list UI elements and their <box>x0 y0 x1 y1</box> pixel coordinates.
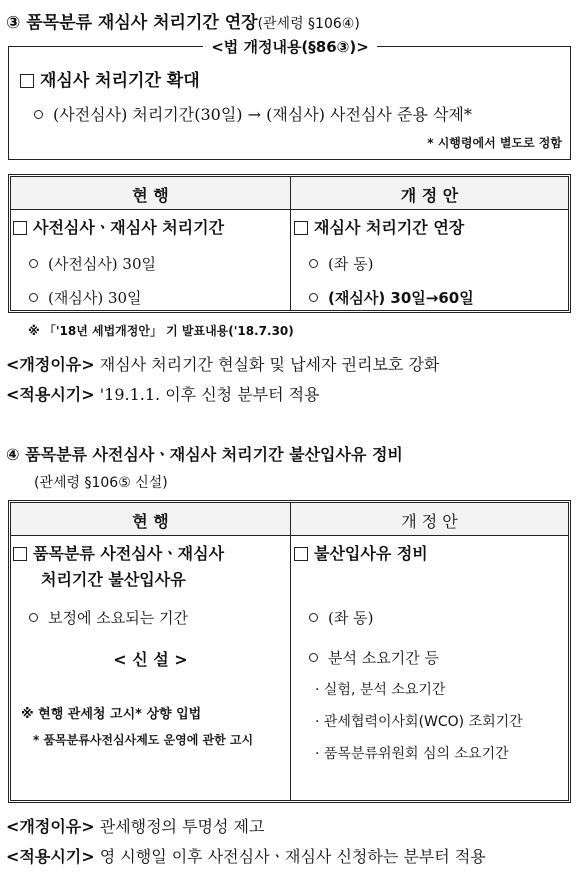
current-head: 품목분류 사전심사ㆍ재심사 <box>13 541 224 564</box>
current-item: 보정에 소요되는 기간 <box>29 607 188 628</box>
current-item: (사전심사) 30일 <box>29 253 156 274</box>
section4-ref: (관세령 §106⑤ 신설) <box>34 475 168 491</box>
section3-footnote: ※ 「'18년 세법개정안」 기 발표내용('18.7.30) <box>28 324 294 338</box>
law-amendment-title: <법 개정내용(§86③)> <box>203 38 377 56</box>
current-head-cont: 처리기간 불산입사유 <box>41 570 186 589</box>
circle-bullet-icon <box>34 110 43 119</box>
circle-bullet-icon <box>309 653 318 662</box>
current-new: < 신 설 > <box>113 650 188 669</box>
section3-ref: (관세령 §106④) <box>257 16 360 32</box>
table-divider <box>290 503 291 800</box>
dot-bullet-icon: · <box>315 714 320 730</box>
revised-item: (좌 동) <box>309 607 373 628</box>
col-current: 현 행 <box>132 186 169 205</box>
section4-reason: <개정이유> 관세행정의 투명성 제고 <box>6 817 265 836</box>
col-current: 현 행 <box>132 512 169 531</box>
section3-apply: <적용시기> '19.1.1. 이후 신청 분부터 적용 <box>6 385 320 404</box>
law-amendment-footnote: * 시행령에서 별도로 정함 <box>427 136 562 150</box>
revised-head: 불산입사유 정비 <box>294 541 428 564</box>
circle-bullet-icon <box>309 293 318 302</box>
dot-bullet-icon: · <box>315 682 320 698</box>
square-bullet-icon <box>294 221 308 235</box>
section4-apply: <적용시기> 영 시행일 이후 사전심사ㆍ재심사 신청하는 분부터 적용 <box>6 847 486 866</box>
revised-head: 재심사 처리기간 연장 <box>294 215 464 238</box>
current-item: (재심사) 30일 <box>29 287 142 308</box>
circle-bullet-icon <box>29 259 38 268</box>
revised-subitem: · 품목분류위원회 심의 소요기간 <box>315 746 509 762</box>
circle-bullet-icon <box>29 613 38 622</box>
circle-bullet-icon <box>29 293 38 302</box>
revised-item: (좌 동) <box>309 253 373 274</box>
square-bullet-icon <box>13 221 27 235</box>
col-revised: 개 정 안 <box>401 512 458 531</box>
current-note-sub: * 품목분류사전심사제도 운영에 관한 고시 <box>33 733 254 747</box>
dot-bullet-icon: · <box>315 746 320 762</box>
revised-subitem: · 관세협력이사회(WCO) 조회기간 <box>315 714 523 730</box>
revised-subitem: · 실험, 분석 소요기간 <box>315 682 446 698</box>
circle-bullet-icon <box>309 259 318 268</box>
square-bullet-icon <box>13 547 27 561</box>
section3-reason: <개정이유> 재심사 처리기간 현실화 및 납세자 권리보호 강화 <box>6 355 440 374</box>
current-head: 사전심사ㆍ재심사 처리기간 <box>13 215 224 238</box>
law-amendment-item: (사전심사) 처리기간(30일) → (재심사) 사전심사 준용 삭제* <box>34 102 472 125</box>
law-amendment-head: 재심사 처리기간 확대 <box>20 66 200 91</box>
square-bullet-icon <box>20 74 34 88</box>
section4-table <box>8 500 571 803</box>
section3-heading <box>6 8 360 33</box>
section3-table <box>8 174 571 313</box>
current-note: ※ 현행 관세청 고시* 상향 입법 <box>21 707 202 722</box>
revised-item: (재심사) 30일→60일 <box>309 287 474 308</box>
col-revised: 개 정 안 <box>400 186 459 205</box>
section4-title: ④ 품목분류 사전심사ㆍ재심사 처리기간 불산입사유 정비 <box>6 445 403 464</box>
revised-item: 분석 소요기간 등 <box>309 647 439 668</box>
circle-bullet-icon <box>309 613 318 622</box>
section3-title: ③ 품목분류 재심사 처리기간 연장 <box>6 13 258 33</box>
square-bullet-icon <box>294 547 308 561</box>
